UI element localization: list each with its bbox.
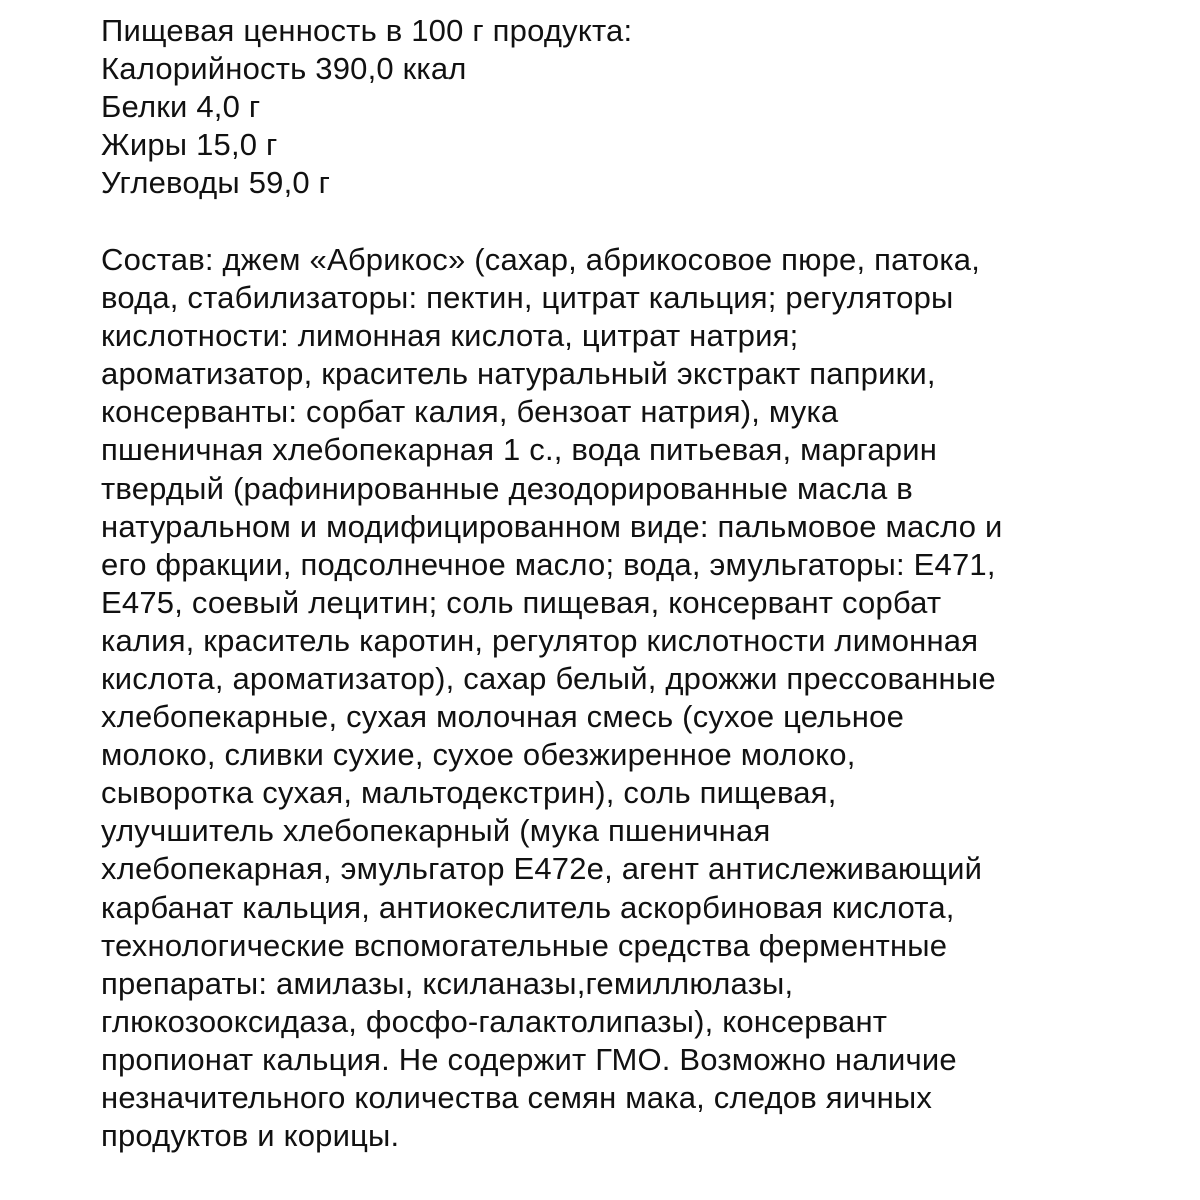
nutrition-fat: Жиры 15,0 г — [101, 127, 278, 163]
composition-line: вода, стабилизаторы: пектин, цитрат кальция; регуляторы — [101, 280, 954, 316]
composition-line: незначительного количества семян мака, следов яичных — [101, 1080, 933, 1116]
composition-line: твердый (рафинированные дезодорированные масла в — [101, 470, 913, 506]
composition-line: хлебопекарная, эмульгатор Е472е, агент антислеживающий — [101, 851, 983, 887]
composition-line: Е475, соевый лецитин; соль пищевая, консервант сорбат — [101, 584, 942, 620]
paragraph-spacer — [101, 202, 1191, 241]
nutrition-heading: Пищевая ценность в 100 г продукта: — [101, 13, 633, 48]
composition-line: калия, краситель каротин, регулятор кислотности лимонная — [101, 622, 979, 658]
composition-line: хлебопекарные, сухая молочная смесь (сухое цельное — [101, 699, 905, 735]
composition-line: ароматизатор, краситель натуральный экстракт паприки, — [101, 356, 936, 392]
nutrition-protein: Белки 4,0 г — [101, 89, 261, 125]
composition-line: кислотности: лимонная кислота, цитрат натрия; — [101, 318, 799, 354]
composition-line: технологические вспомогательные средства ферментные — [101, 927, 948, 963]
composition-line: глюкозооксидаза, фосфо-галактолипазы), консервант — [101, 1003, 888, 1039]
nutrition-calories: Калорийность 390,0 ккал — [101, 51, 467, 87]
composition-line: натуральном и модифицированном виде: пальмовое масло и — [101, 508, 1003, 544]
composition-line: его фракции, подсолнечное масло; вода, эмульгаторы: Е471, — [101, 546, 996, 582]
composition-line: консерванты: сорбат калия, бензоат натрия), мука — [101, 394, 839, 430]
composition-line: продуктов и корицы. — [101, 1118, 400, 1154]
product-label-text — [101, 12, 1191, 1155]
composition-line: карбанат кальция, антиокеслитель аскорбиновая кислота, — [101, 889, 955, 925]
composition-line: молоко, сливки сухие, сухое обезжиренное молоко, — [101, 737, 856, 773]
composition-line: пропионат кальция. Не содержит ГМО. Возможно наличие — [101, 1041, 957, 1077]
composition-block — [101, 241, 1191, 1155]
composition-line: пшеничная хлебопекарная 1 с., вода питьевая, маргарин — [101, 432, 938, 468]
composition-line: сыворотка сухая, мальтодекстрин), соль пищевая, — [101, 775, 837, 811]
composition-line: Состав: джем «Абрикос» (сахар, абрикосовое пюре, патока, — [101, 241, 981, 277]
composition-line: кислота, ароматизатор), сахар белый, дрожжи прессованные — [101, 661, 996, 696]
composition-line: улучшитель хлебопекарный (мука пшеничная — [101, 813, 771, 849]
nutrition-block — [101, 12, 1191, 202]
composition-line: препараты: амилазы, ксиланазы,гемиллюлазы, — [101, 965, 794, 1001]
nutrition-carbs: Углеводы 59,0 г — [101, 165, 331, 201]
